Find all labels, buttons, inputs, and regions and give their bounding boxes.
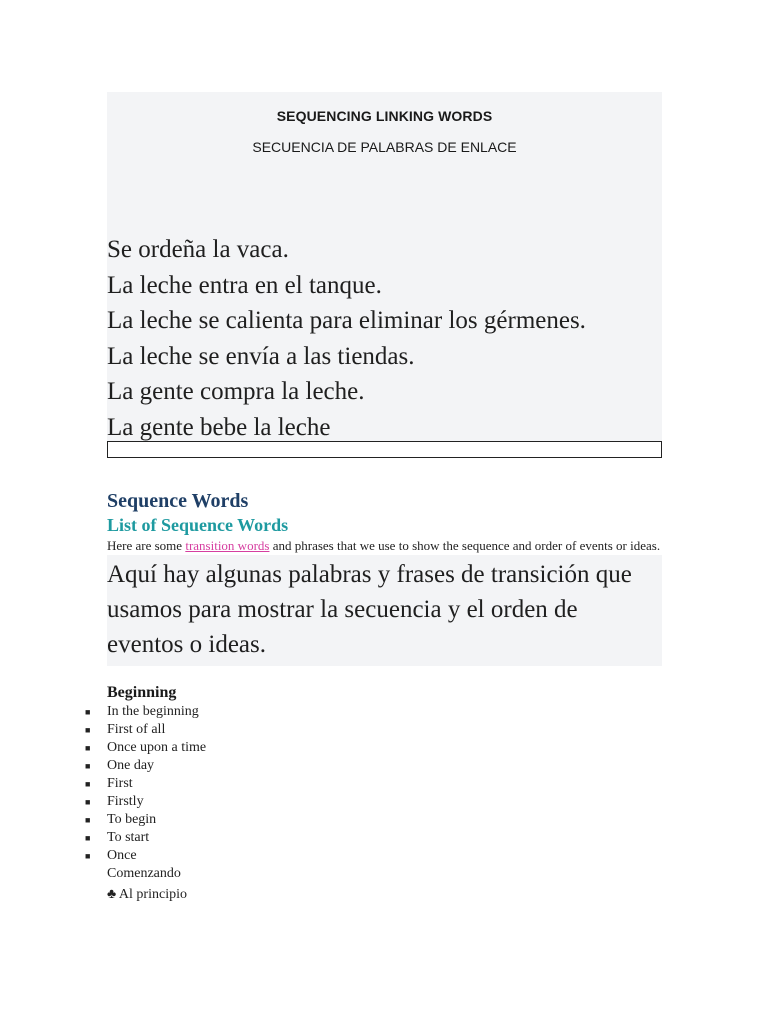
list-item-text: First of all	[107, 722, 166, 737]
sequence-line: La gente bebe la leche	[107, 413, 331, 441]
transition-words-link[interactable]: transition words	[185, 538, 270, 553]
square-bullet-icon: ■	[85, 779, 91, 789]
club-icon: ♣	[107, 887, 117, 902]
list-item-text: Once upon a time	[107, 740, 207, 755]
comenzando-text: Comenzando	[107, 866, 181, 881]
square-bullet-icon: ■	[85, 851, 91, 861]
page-title: SEQUENCING LINKING WORDS	[276, 108, 493, 124]
list-item-text: One day	[107, 758, 155, 773]
square-bullet-icon: ■	[85, 833, 91, 843]
page-subtitle: SECUENCIA DE PALABRAS DE ENLACE	[252, 139, 517, 155]
club-item-text: Al principio	[118, 887, 187, 902]
beginning-list	[85, 703, 662, 865]
list-item	[85, 703, 662, 721]
sequence-line: Se ordeña la vaca.	[107, 236, 289, 263]
square-bullet-icon: ■	[85, 707, 91, 717]
list-item-text: Once	[107, 848, 137, 863]
sequence-line: La gente compra la leche.	[107, 378, 365, 405]
translation-line: usamos para mostrar la secuencia y el orden de	[107, 596, 578, 623]
section-heading: Sequence Words	[107, 490, 249, 512]
list-item	[85, 811, 662, 829]
square-bullet-icon: ■	[85, 815, 91, 825]
list-item	[85, 829, 662, 847]
translation-line: Aquí hay algunas palabras y frases de transición que	[107, 561, 632, 588]
club-item	[107, 885, 662, 905]
translation-line: eventos o ideas.	[107, 631, 266, 658]
intro-paragraph	[107, 537, 662, 555]
list-item	[85, 739, 662, 757]
list-item-text: In the beginning	[107, 704, 199, 719]
list-item-text: To start	[107, 830, 150, 845]
list-item	[85, 793, 662, 811]
section-subheading: List of Sequence Words	[107, 515, 289, 535]
sequence-line: La leche se envía a las tiendas.	[107, 342, 415, 370]
square-bullet-icon: ■	[85, 743, 91, 753]
list-item-text: Firstly	[107, 794, 144, 809]
square-bullet-icon: ■	[85, 725, 91, 735]
translation-box	[107, 555, 662, 666]
list-item	[85, 721, 662, 739]
list-item	[85, 847, 662, 865]
square-bullet-icon: ■	[85, 761, 91, 771]
intro-text-after: and phrases that we use to show the sequence and order of events or ideas.	[269, 538, 661, 553]
document-page	[85, 92, 662, 905]
square-bullet-icon: ■	[85, 797, 91, 807]
intro-text-before: Here are some	[107, 538, 186, 553]
list-item-text: First	[107, 776, 133, 791]
list-item	[85, 757, 662, 775]
sequence-line: La leche entra en el tanque.	[107, 271, 382, 299]
list-item-text: To begin	[107, 812, 157, 827]
title-box	[107, 92, 662, 441]
sequence-line: La leche se calienta para eliminar los gérmenes.	[107, 307, 586, 334]
list-item	[85, 775, 662, 793]
sequence-lines	[107, 232, 586, 445]
beginning-heading: Beginning	[107, 684, 177, 701]
